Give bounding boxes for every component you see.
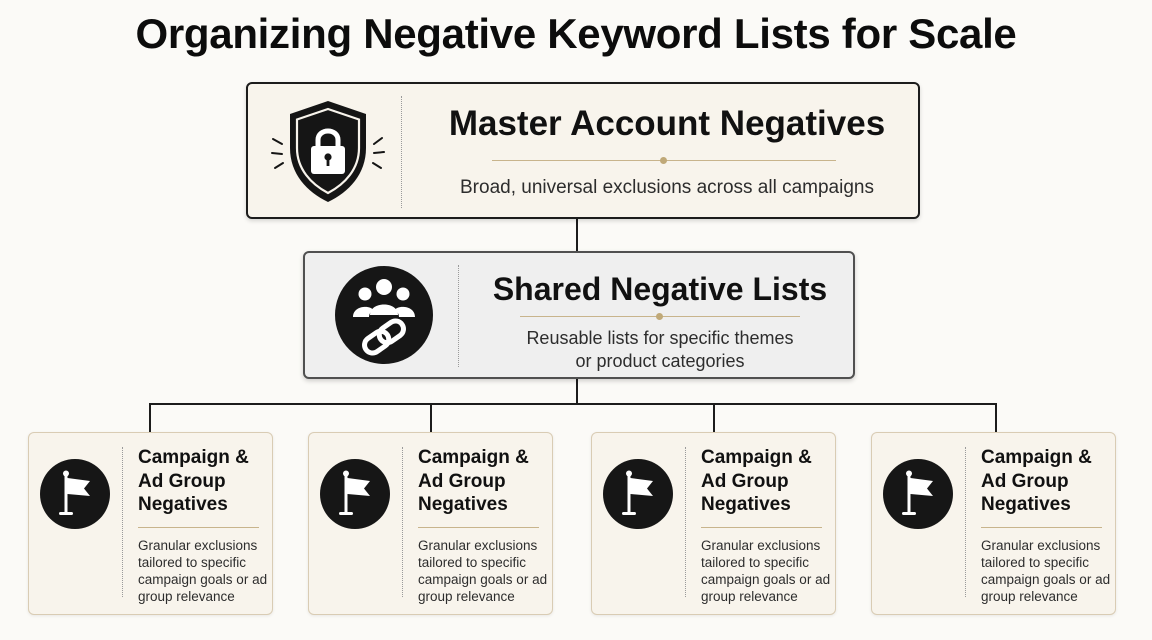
- campaign-negatives-card-1: [28, 432, 273, 615]
- divider-dot: [660, 157, 667, 164]
- campaign-negatives-card-4: [871, 432, 1116, 615]
- shared-description: [475, 327, 845, 373]
- shared-description-line-1: Reusable lists for specific themes: [526, 328, 794, 348]
- flag-icon: [320, 459, 390, 529]
- separator: [402, 447, 403, 597]
- divider: [418, 527, 539, 528]
- separator: [685, 447, 686, 597]
- divider: [492, 160, 836, 161]
- shared-heading: Shared Negative Lists: [492, 271, 828, 307]
- campaign-negatives-card-2: [308, 432, 553, 615]
- separator: [122, 447, 123, 597]
- separator: [965, 447, 966, 597]
- leaf-heading: Campaign & Ad Group Negatives: [701, 447, 812, 515]
- shared-description-line-2: or product categories: [575, 351, 745, 371]
- shared-lists-card: [303, 251, 855, 379]
- divider: [701, 527, 822, 528]
- leaf-description: Granular exclusions tailored to specific campaign goals or ad group relevance: [981, 538, 1111, 604]
- group-link-icon: [334, 265, 434, 365]
- page-title: Organizing Negative Keyword Lists for Scale: [135, 10, 1017, 57]
- leaf-heading: Campaign & Ad Group Negatives: [138, 447, 249, 515]
- flag-icon: [40, 459, 110, 529]
- separator: [458, 265, 459, 367]
- leaf-heading: Campaign & Ad Group Negatives: [418, 447, 529, 515]
- master-negatives-card: [246, 82, 920, 219]
- campaign-negatives-card-3: [591, 432, 836, 615]
- leaf-description: Granular exclusions tailored to specific campaign goals or ad group relevance: [138, 538, 268, 604]
- divider: [981, 527, 1102, 528]
- flag-icon: [883, 459, 953, 529]
- divider: [138, 527, 259, 528]
- divider-dot: [656, 313, 663, 320]
- leaf-heading: Campaign & Ad Group Negatives: [981, 447, 1092, 515]
- master-description: Broad, universal exclusions across all campaigns: [460, 177, 874, 198]
- leaf-description: Granular exclusions tailored to specific campaign goals or ad group relevance: [418, 538, 548, 604]
- flag-icon: [603, 459, 673, 529]
- shield-lock-icon: [266, 96, 386, 206]
- divider: [520, 316, 800, 317]
- separator: [401, 96, 402, 208]
- leaf-description: Granular exclusions tailored to specific campaign goals or ad group relevance: [701, 538, 831, 604]
- master-heading: Master Account Negatives: [448, 104, 886, 143]
